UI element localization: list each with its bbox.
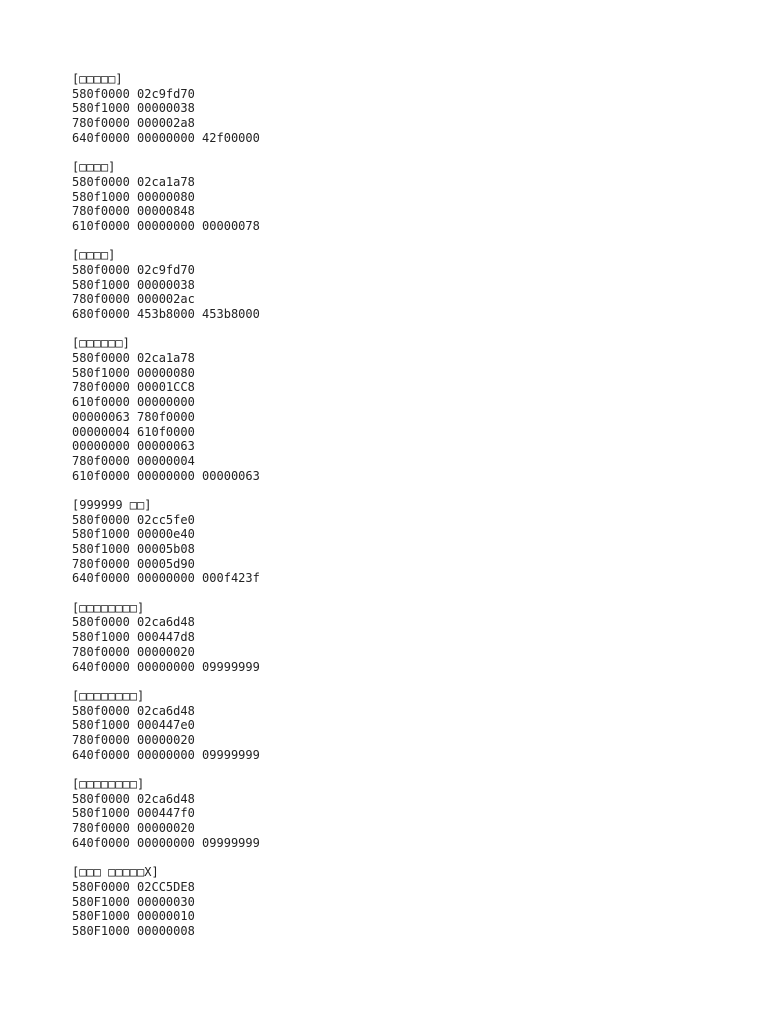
code-line: 580f0000 02ca6d48 (72, 703, 195, 718)
code-line: 00000000 00000063 (72, 439, 195, 454)
code-line: 580f1000 000447d8 (72, 630, 195, 645)
section-header: [□□□□] (72, 160, 116, 175)
code-section (72, 777, 692, 850)
code-line: 610f0000 00000000 (72, 395, 195, 410)
code-line: 640f0000 00000000 000f423f (72, 571, 260, 586)
code-line: 640f0000 00000000 09999999 (72, 747, 260, 762)
code-line: 580f1000 000447f0 (72, 806, 195, 821)
code-line: 780f0000 00000020 (72, 732, 195, 747)
code-line: 580f1000 00000080 (72, 189, 195, 204)
code-line: 780f0000 000002ac (72, 292, 195, 307)
code-line: 580f0000 02c9fd70 (72, 86, 195, 101)
code-line: 610f0000 00000000 00000063 (72, 468, 260, 483)
code-line: 680f0000 453b8000 453b8000 (72, 307, 260, 321)
code-line: 580f0000 02ca6d48 (72, 615, 195, 630)
code-section (72, 248, 692, 321)
code-line: 780f0000 00000848 (72, 204, 195, 219)
code-line: 780f0000 00000020 (72, 821, 195, 836)
code-section (72, 160, 692, 233)
code-line: 580F1000 00000030 (72, 894, 195, 909)
code-document (72, 72, 692, 953)
code-section (72, 72, 692, 145)
code-line: 580f1000 00000e40 (72, 527, 195, 542)
code-section (72, 336, 692, 483)
section-header: [□□□□□□] (72, 336, 130, 351)
code-line: 580f1000 00000038 (72, 277, 195, 292)
code-section (72, 498, 692, 586)
code-line: 580F0000 02CC5DE8 (72, 879, 195, 894)
code-line: 580f1000 00000038 (72, 101, 195, 116)
code-section (72, 865, 692, 938)
section-header: [999999 □□] (72, 497, 152, 512)
code-section (72, 689, 692, 762)
code-line: 780f0000 00000020 (72, 644, 195, 659)
section-header: [□□□□□□□□] (72, 600, 145, 615)
code-line: 580f0000 02ca1a78 (72, 351, 195, 366)
code-line: 00000063 780f0000 (72, 409, 195, 424)
code-line: 580f0000 02ca6d48 (72, 791, 195, 806)
code-line: 580f1000 00000080 (72, 365, 195, 380)
code-line: 780f0000 00000004 (72, 453, 195, 468)
code-line: 640f0000 00000000 09999999 (72, 659, 260, 674)
code-line: 610f0000 00000000 00000078 (72, 218, 260, 233)
code-line: 780f0000 00001CC8 (72, 380, 195, 395)
code-line: 640f0000 00000000 09999999 (72, 835, 260, 850)
code-line: 780f0000 00005d90 (72, 556, 195, 571)
code-line: 580f0000 02c9fd70 (72, 262, 195, 277)
code-line: 580F1000 00000010 (72, 909, 195, 924)
code-line: 580F1000 00000008 (72, 923, 195, 938)
code-line: 580f1000 00005b08 (72, 542, 195, 556)
section-header: [□□□□] (72, 248, 116, 263)
section-header: [□□□□□□□□] (72, 688, 145, 703)
section-header: [□□□□□□□□] (72, 777, 145, 791)
section-header: [□□□□□] (72, 72, 123, 86)
code-line: 580f0000 02cc5fe0 (72, 512, 195, 527)
section-header: [□□□ □□□□□X] (72, 865, 159, 880)
code-line: 00000004 610f0000 (72, 424, 195, 439)
code-section (72, 601, 692, 674)
code-line: 640f0000 00000000 42f00000 (72, 130, 260, 145)
code-line: 780f0000 000002a8 (72, 116, 195, 131)
code-line: 580f1000 000447e0 (72, 718, 195, 733)
code-line: 580f0000 02ca1a78 (72, 174, 195, 189)
